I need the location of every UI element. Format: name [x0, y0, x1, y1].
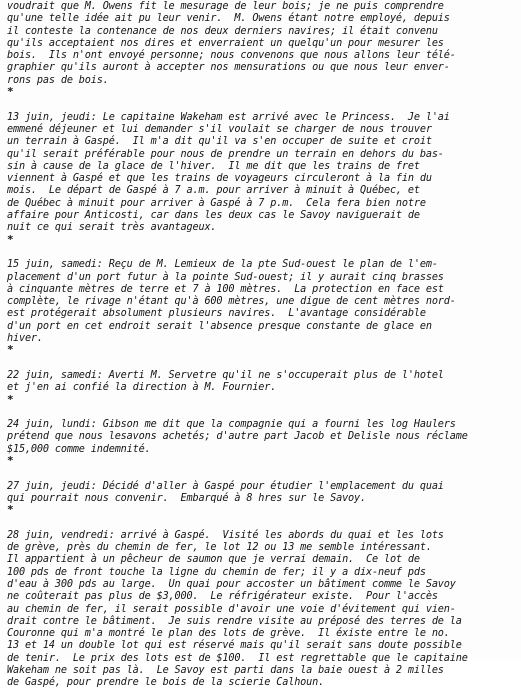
text-line: $15,000 comme indemnité.: [7, 443, 151, 455]
text-line: Couronne qui m'a montré le plan des lots de grève. Il éxiste entre le no.: [7, 628, 450, 640]
blank-line: [7, 517, 517, 529]
blank-line: [7, 99, 517, 111]
blank-line: [7, 358, 517, 370]
entry-separator: *: [7, 392, 14, 406]
blank-line: [7, 247, 517, 259]
text-line: Il appartient à un pêcheur de saumon que je verrai demain. Ce lot de: [7, 554, 420, 566]
text-line: 13 juin, jeudi: Le capitaine Wakeham est arrivé avec le Princess. Je l'ai: [7, 111, 450, 123]
text-line: placement d'un port futur à la pointe Sud-ouest; il y aurait cinq brasses: [7, 271, 444, 283]
text-line: prétend que nous lesavons achetés; d'autre part Jacob et Delisle nous réclame: [7, 431, 468, 443]
text-line: sin à cause de la glace de l'hiver. Il me dit que les trains de fret: [7, 160, 420, 172]
text-line: mois. Le départ de Gaspé à 7 a.m. pour arriver à minuit à Québec, et: [7, 185, 420, 197]
text-line: est protégerait absolument plusieurs navires. L'avantage considérable: [7, 308, 426, 320]
text-line: et j'en ai confié la direction à M. Fournier.: [7, 382, 277, 394]
text-line: 22 juin, samedi: Averti M. Servetre qu'il ne s'occuperait plus de l'hotel: [7, 369, 444, 381]
text-line: 24 juin, lundi: Gibson me dit que la compagnie qui a fourni les log Haulers: [7, 419, 456, 431]
text-line: 15 juin, samedi: Reçu de M. Lemieux de la pte Sud-ouest le plan de l'em-: [7, 259, 438, 271]
diary-entry-22-juin: [7, 370, 517, 395]
text-line: viennent à Gaspé et que les trains de voyageurs circuleront à la fin du: [7, 173, 432, 185]
text-line: nuit ce qui serait très avantageux.: [7, 222, 217, 234]
text-line: Wakeham ne soit pas là. Le Savoy est parti dans la baie ouest à 2 milles: [7, 665, 444, 677]
text-line: il conteste la contenance de nos deux derniers navires; il était convenu: [7, 25, 438, 37]
entry-separator: *: [7, 503, 14, 517]
entry-separator: *: [7, 85, 14, 99]
text-line: bois. Ils n'ont envoyé personne; nous convenons que nous allons leur télé-: [7, 50, 456, 62]
text-line: 100 pds de front touche la ligne du chemin de fer; il y a dix-neuf pds: [7, 566, 426, 578]
text-line: affaire pour Anticosti, car dans les deux cas le Savoy naviguerait de: [7, 210, 420, 222]
text-line: qui pourrait nous convenir. Embarqué à 8 hres sur le Savoy.: [7, 492, 367, 504]
entry-separator: *: [7, 453, 14, 467]
text-line: de Québec à minuit pour arriver à Gaspé à 7 p.m. Cela fera bien notre: [7, 197, 426, 209]
text-line: à cinquante mètres de terre et 7 à 100 mètres. La protection en face est: [7, 283, 444, 295]
diary-entry-13-juin: [7, 112, 517, 235]
text-line: un terrain à Gaspé. Il m'a dit qu'il va s'en occuper de suite et croit: [7, 136, 432, 148]
diary-entry-15-juin: [7, 259, 517, 345]
text-line: voudrait que M. Owens fit le mesurage de leur bois; je ne puis comprendre: [7, 1, 444, 12]
text-line: d'eau à 300 pds au large. Un quai pour accoster un bâtiment comme le Savoy: [7, 578, 456, 590]
blank-line: [7, 407, 517, 419]
entry-separator: *: [7, 343, 14, 357]
blank-line: [7, 468, 517, 480]
text-line: 27 juin, jeudi: Décidé d'aller à Gaspé pour étudier l'emplacement du quai: [7, 480, 444, 492]
text-line: qu'ils acceptaient nos dires et enverraient un quelqu'un pour mesurer les: [7, 37, 444, 49]
text-line: hiver.: [7, 333, 43, 345]
text-line: qu'une telle idée ait pu leur venir. M. Owens étant notre employé, depuis: [7, 13, 450, 25]
diary-entry-28-juin: [7, 530, 517, 690]
text-line: 28 juin, vendredi: arrivé à Gaspé. Visité les abords du quai et les lots: [7, 529, 444, 541]
text-line: de grève, près du chemin de fer, le lot 12 ou 13 me semble intéressant.: [7, 542, 432, 554]
entry-separator: *: [7, 232, 14, 246]
text-line: drait contre le bâtiment. Je suis rendre visite au préposé des terres de la: [7, 615, 462, 627]
text-line: qu'il serait préférable pour nous de prendre un terrain en dehors du bas-: [7, 148, 444, 160]
text-line: de Gaspé, pour prendre le bois de la scierie Calhoun.: [7, 677, 325, 689]
diary-entry-continuation: [7, 1, 517, 87]
text-line: d'un port en cet endroit serait l'absence presque constante de glace en: [7, 320, 432, 332]
text-line: rons pas de bois.: [7, 74, 109, 86]
diary-text: [7, 1, 517, 690]
text-line: graphier qu'ils auront à accepter nos mensurations ou que nous leur enver-: [7, 62, 450, 74]
text-line: au chemin de fer, il serait possible d'avoir une voie d'évitement qui vien-: [7, 603, 456, 615]
diary-entry-27-juin: [7, 481, 517, 506]
diary-entry-24-juin: [7, 419, 517, 456]
text-line: de tenir. Le prix des lots est de $100. Il est regrettable que le capitaine: [7, 652, 468, 664]
text-line: ne coûterait pas plus de $3,000. Le réfrigérateur existe. Pour l'accès: [7, 591, 438, 603]
text-line: complète, le rivage n'étant qu'à 600 mètres, une digue de cent mètres nord-: [7, 296, 456, 308]
text-line: emmené déjeuner et lui demander s'il voulait se charger de nous trouver: [7, 123, 432, 135]
text-line: 13 et 14 un double lot qui est réservé mais qu'il serait sans doute possible: [7, 640, 462, 652]
